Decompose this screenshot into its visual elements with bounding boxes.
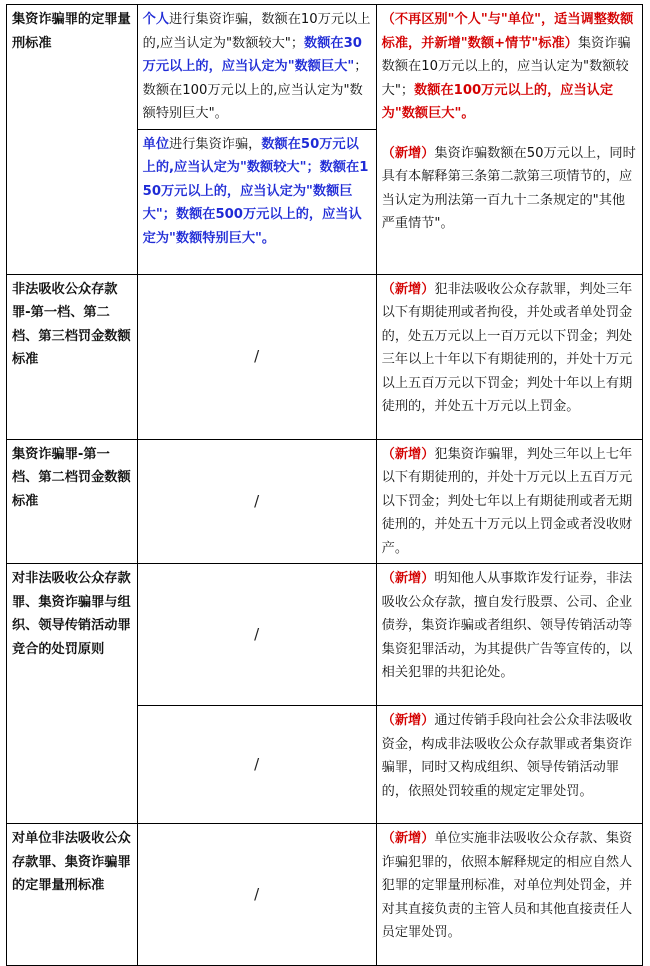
comparison-table xyxy=(6,4,643,966)
topic-cell: 对非法吸收公众存款罪、集资诈骗罪与组织、领导传销活动罪竞合的处罚原则 xyxy=(7,564,138,824)
empty-marker: / xyxy=(137,564,376,706)
table-row xyxy=(7,5,643,130)
emphasis-unit: 单位 xyxy=(142,136,170,152)
old-rule-text: 进行集资诈骗，数额在10万元以上的,应当认定为"数额较大"； xyxy=(142,12,371,51)
new-rule-cell xyxy=(376,274,642,439)
new-rule-text: 集资诈骗数额在50万元以上，同时具有本解释第三条第二款第三项情节的，应当认定为刑法第一百九十二条规定的"其他严重情节"。 xyxy=(381,145,636,231)
new-tag: （新增） xyxy=(381,713,435,728)
new-tag: （新增） xyxy=(381,571,435,586)
table-row xyxy=(7,274,643,439)
table-row xyxy=(7,824,643,966)
new-tag: （新增） xyxy=(381,145,435,161)
new-tag: （新增） xyxy=(381,831,435,846)
new-rule-text: 集资诈骗数额在10万元以上的，应当认定为"数额较大"； xyxy=(381,35,631,98)
new-rule-text: 明知他人从事欺诈发行证券，非法吸收公众存款，擅自发行股票、公司、企业债券，集资诈骗或者组织、领导传销活动等集资犯罪活动，为其提供广告等宣传的，以相关犯罪的共犯论处。 xyxy=(381,571,633,680)
empty-marker: / xyxy=(137,824,376,966)
emphasis-amount: 数额在100万元以上的，应当认定为"数额巨大"。 xyxy=(381,82,614,121)
new-rule-text: 犯非法吸收公众存款罪，判处三年以下有期徒刑或者拘役，并处或者单处罚金的，处五万元以上一百万元以下罚金；判处三年以上十年以下有期徒刑的，并处十万元以上五百万元以下罚金；判处十年以上有期徒刑的，并处五十万元以上罚金。 xyxy=(381,281,633,414)
topic-cell: 集资诈骗罪-第一档、第二档罚金数额标准 xyxy=(7,439,138,564)
new-tag: （新增） xyxy=(381,281,435,297)
empty-marker: / xyxy=(137,706,376,824)
topic-cell: 集资诈骗罪的定罪量刑标准 xyxy=(7,5,138,275)
new-rule-cell xyxy=(376,824,642,966)
new-rule-text: 通过传销手段向社会公众非法吸收资金，构成非法吸收公众存款罪或者集资诈骗罪，同时又构成组织、领导传销活动罪的，依照处罚较重的规定定罪处罚。 xyxy=(381,713,633,799)
emphasis-individual: 个人 xyxy=(142,12,170,27)
old-rule-text: 进行集资诈骗， xyxy=(169,136,262,152)
old-rule-cell xyxy=(137,129,376,274)
new-rule-cell xyxy=(376,564,642,706)
topic-cell: 非法吸收公众存款罪-第一档、第二档、第三档罚金数额标准 xyxy=(7,274,138,439)
table-row xyxy=(7,564,643,706)
emphasis-amount: 数额在50万元以上的,应当认定为"数额较大"；数额在150万元以上的，应当认定为"数额巨大"；数额在500万元以上的，应当认定为"数额特别巨大"。 xyxy=(142,136,369,246)
new-rule-text: 单位实施非法吸收公众存款、集资诈骗犯罪的，依照本解释规定的相应自然人犯罪的定罪量刑标准，对单位判处罚金，并对其直接负责的主管人员和其他直接责任人员定罪处罚。 xyxy=(381,831,633,940)
empty-marker: / xyxy=(137,274,376,439)
new-rule-cell xyxy=(376,5,642,275)
new-rule-cell xyxy=(376,706,642,824)
change-note: （不再区别"个人"与"单位"，适当调整数额标准，并新增"数额+情节"标准） xyxy=(381,12,634,51)
new-rule-cell xyxy=(376,439,642,564)
topic-cell: 对单位非法吸收公众存款罪、集资诈骗罪的定罪量刑标准 xyxy=(7,824,138,966)
new-rule-text: 犯集资诈骗罪，判处三年以上七年以下有期徒刑的，并处十万元以上五百万元以下罚金；判处七年以上有期徒刑或者无期徒刑的，并处五十万元以上罚金或者没收财产。 xyxy=(381,446,633,556)
old-rule-text: ；数额在100万元以上的,应当认定为"数额特别巨大"。 xyxy=(142,59,368,121)
empty-marker: / xyxy=(137,439,376,564)
table-row xyxy=(7,439,643,564)
emphasis-amount: 数额在30万元以上的，应当认定为"数额巨大" xyxy=(142,35,362,74)
new-tag: （新增） xyxy=(381,446,435,462)
old-rule-cell xyxy=(137,5,376,130)
